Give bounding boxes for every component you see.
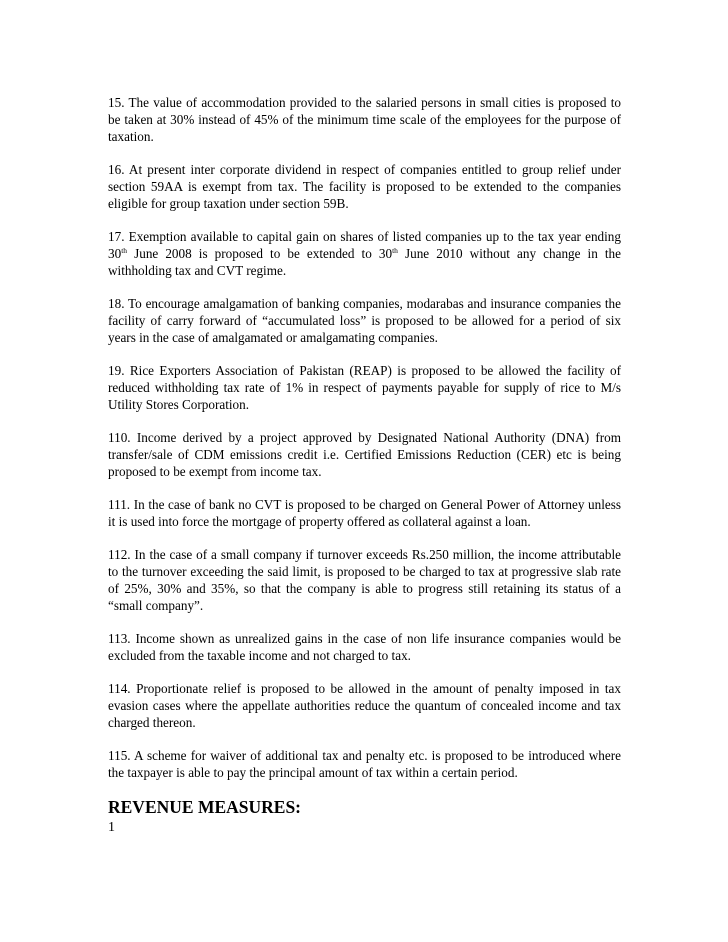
paragraph-19: 19. Rice Exporters Association of Pakistan (REAP) is proposed to be allowed the facility of reduced withholding tax rate of 1% in respect of payments payable for supply of rice to M/s Utility Stores Corporation.	[108, 363, 621, 412]
document-page	[108, 94, 621, 836]
paragraph-114: 114. Proportionate relief is proposed to be allowed in the amount of penalty imposed in tax evasion cases where the appellate authorities reduce the quantum of concealed income and tax charged thereon.	[108, 681, 621, 730]
paragraph-112: 112. In the case of a small company if turnover exceeds Rs.250 million, the income attributable to the turnover exceeding the said limit, is proposed to be charged to tax at progressive slab rate of 25%, 30% and 35%, so that the company is able to progress still retaining its status of a “small company”.	[108, 547, 621, 613]
paragraph-16: 16. At present inter corporate dividend in respect of companies entitled to group relief under section 59AA is exempt from tax. The facility is proposed to be extended to the companies eligible for group taxation under section 59B.	[108, 162, 621, 211]
paragraph-18: 18. To encourage amalgamation of banking companies, modarabas and insurance companies the facility of carry forward of “accumulated loss” is proposed to be allowed for a period of six years in the case of amalgamated or amalgamating companies.	[108, 296, 621, 345]
paragraph-17-part-2: June 2008 is proposed to be extended to 30	[127, 246, 393, 261]
paragraph-111: 111. In the case of bank no CVT is proposed to be charged on General Power of Attorney unless it is used into force the mortgage of property offered as collateral against a loan.	[108, 497, 621, 529]
paragraph-110: 110. Income derived by a project approved by Designated National Authority (DNA) from transfer/sale of CDM emissions credit i.e. Certified Emissions Reduction (CER) etc is being proposed to be exempt from income tax.	[108, 430, 621, 479]
paragraph-15: 15. The value of accommodation provided to the salaried persons in small cities is proposed to be taken at 30% instead of 45% of the minimum time scale of the employees for the purpose of taxation.	[108, 95, 621, 144]
paragraph-17	[108, 228, 621, 279]
section-heading: REVENUE MEASURES:	[108, 797, 302, 817]
ordinal-suffix: th	[121, 246, 128, 255]
ordinal-suffix: th	[392, 246, 398, 255]
paragraph-113: 113. Income shown as unrealized gains in the case of non life insurance companies would be excluded from the taxable income and not charged to tax.	[108, 631, 621, 663]
page-number: 1	[108, 820, 115, 835]
paragraph-115: 115. A scheme for waiver of additional tax and penalty etc. is proposed to be introduced where the taxpayer is able to pay the principal amount of tax within a certain period.	[108, 748, 621, 780]
paragraph-17-part-1: 17. Exemption available to capital gain on shares of listed companies up to the tax year ending 30	[108, 229, 621, 261]
paragraph-17-part-3: June 2010 without any change in the withholding tax and CVT regime.	[108, 246, 621, 278]
